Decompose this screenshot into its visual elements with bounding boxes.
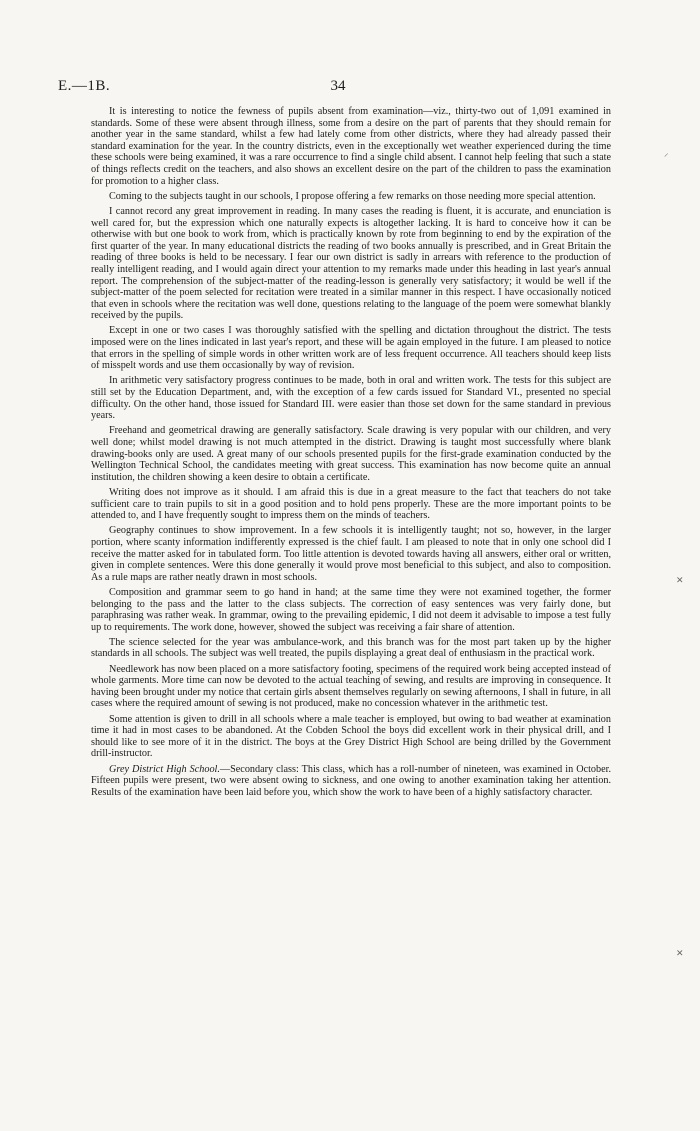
paragraph-geography: Geography continues to show improvement. In a few schools it is intelligently taught; not so, however, in the larger portion, where scanty information indifferently expressed is the chief fault. I am pleased to note that in only one school did I receive the matter asked for in tabulated form. Too little attention is devoted towards having all answers, either oral or written, given in complete sentences. Were this done generally it would prove most beneficial to this subject, and also to composition. As a rule maps are rather neatly drawn in most schools. [91, 525, 611, 583]
paragraph-science: The science selected for the year was ambulance-work, and this branch was for the most part taken up by the higher standards in all schools. The subject was well treated, the pupils displaying a great deal of enthusiasm in the practical work. [91, 636, 611, 660]
body-text [91, 106, 611, 802]
page-number: 34 [330, 78, 346, 94]
page-header [58, 78, 618, 98]
paragraph-subjects-intro: Coming to the subjects taught in our schools, I propose offering a few remarks on those needing more special attention. [109, 190, 596, 202]
paragraph-spelling: Except in one or two cases I was thoroughly satisfied with the spelling and dictation throughout the district. The tests imposed were on the lines indicated in last year's report, and these will be again employed in the future. I am pleased to notice that errors in the spelling of simple words in other written work are of less frequent occurrence. All teachers should keep lists of misspelt words and use them occasionally by way of revision. [91, 325, 611, 372]
paragraph-arithmetic: In arithmetic very satisfactory progress continues to be made, both in oral and written work. The tests for this subject are still set by the Education Department, and, with the exception of a few cards issued for Standard VI., presented no special difficulty. On the other hand, those issued for Standard III. were easier than those set down for the same standard in previous years. [91, 375, 611, 422]
paragraph-needlework: Needlework has now been placed on a more satisfactory footing, specimens of the required work being accepted instead of whole garments. More time can now be devoted to the actual teaching of sewing, and results are improving in consequence. It having been brought under my notice that certain girls absent themselves regularly on sewing afternoons, I shall in future, in all cases where the required amount of sewing is not produced, make no concession whatever in the arithmetic test. [91, 663, 611, 710]
margin-mark: ✕ [676, 575, 684, 585]
paragraph-high-school [91, 764, 611, 799]
margin-mark: ✕ [676, 948, 684, 958]
high-school-heading: Grey District High School. [109, 763, 220, 775]
paragraph-composition: Composition and grammar seem to go hand in hand; at the same time they were not examined together, the former belonging to the pass and the latter to the class subjects. The correction of easy sentences was very fairly done, but paraphrasing was rather weak. In grammar, owing to the prevailing epidemic, I did not deem it advisable to impose a test fully up to requirements. The work done, however, showed the subject was receiving a fair share of attention. [91, 586, 611, 633]
paragraph-absentees: It is interesting to notice the fewness of pupils absent from examination—viz., thirty-two out of 1,091 examined in standards. Some of these were absent through illness, some from a desire on the part of parents that they should remain for another year in the same standard, whilst a few had lately come from other districts, where they had already passed their standard examination for the year. In the country districts, even in the exceptionally wet weather experienced during the time these schools were being examined, it was a rare occurrence to find a single child absent. I cannot help feeling that such a state of things reflects credit on the teachers, and also shows an excellent desire on the part of the children to pass the examination for promotion to a higher class. [91, 106, 611, 187]
paragraph-reading: I cannot record any great improvement in reading. In many cases the reading is fluent, it is accurate, and enunciation is well cared for, but the expression which one naturally expects is altogether lacking. It is hard to conceive how it can be otherwise with but one book to work from, which is practically known by rote from beginning to end by the expiration of the first quarter of the year. In many educational districts the reading of two books annually is prescribed, and in Great Britain the reading of three books is held to be necessary. I fear our own district is sadly in arrears with reference to the production of really intelligent reading, and I would again direct your attention to my remarks made under this heading in last year's annual report. The comprehension of the subject-matter of the reading-lesson is generally very satisfactory; it would be well if the subject-matter of the poem selected for recitation were treated in a similar manner in this respect. I have occasionally noticed that even in schools where the recitation was well done, questions relating to the language of the poem were somewhat blankly received by the pupils. [91, 205, 611, 322]
paragraph-drill: Some attention is given to drill in all schools where a male teacher is employed, but owing to bad weather at examination time it had in most cases to be abandoned. At the Cobden School the boys did excellent work in their physical drill, and I should like to see more of it in the district. The boys at the Grey District High School are being drilled by the Government drill-instructor. [91, 713, 611, 760]
paragraph-drawing: Freehand and geometrical drawing are generally satisfactory. Scale drawing is very popular with our children, and very well done; whilst model drawing is not much attempted in the district. Drawing is taught most successfully where blank drawing-books only are used. A great many of our schools presented pupils for the first-grade examination conducted by the Wellington Technical School, the candidates meeting with great success. This examination has now become quite an annual institution, the children showing a keen desire to obtain a certificate. [91, 425, 611, 483]
paragraph-writing: Writing does not improve as it should. I am afraid this is due in a great measure to the fact that teachers do not take sufficient care to train pupils to sit in a good position and to hold pens properly. These are the more important points to be attended to, and I have frequently sought to impress them on the minds of teachers. [91, 486, 611, 522]
section-code: E.—1B. [58, 78, 111, 94]
high-school-text: —Secondary class: This class, which has a roll-number of nineteen, was examined in October. Fifteen pupils were present, two were absent owing to sickness, and one owing to another examination taking her attention. Results of the examination have been laid before you, which show the work to have been of a highly satisfactory character. [91, 763, 612, 798]
margin-mark: ⸝ [664, 148, 669, 158]
